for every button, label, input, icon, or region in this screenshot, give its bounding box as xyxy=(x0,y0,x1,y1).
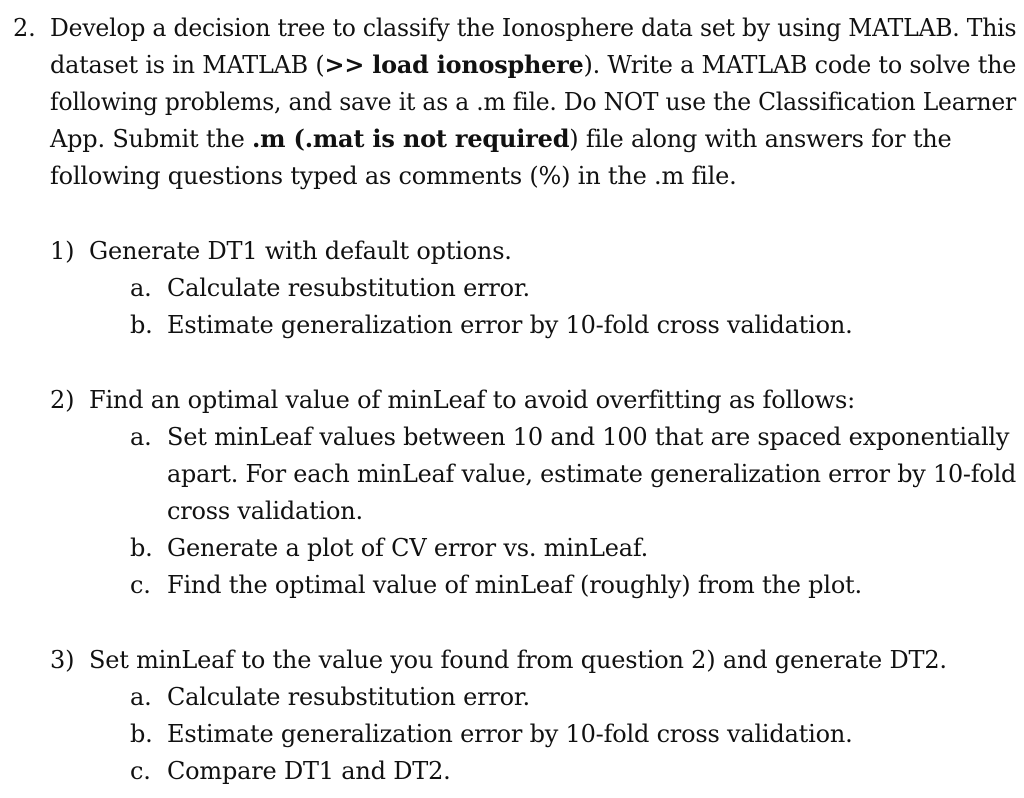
question-1-text: Generate DT1 with default options. xyxy=(89,237,512,265)
problem-number: 2. xyxy=(13,14,36,42)
question-2c-text: Find the optimal value of minLeaf (roughly) from the plot. xyxy=(167,571,862,599)
question-1-number: 1) xyxy=(50,237,75,265)
problem-line-3: following problems, and save it as a .m file. Do NOT use the Classification Learner xyxy=(50,88,1016,116)
question-3a-marker: a. xyxy=(130,683,152,711)
problem-line-5: following questions typed as comments (%) in the .m file. xyxy=(50,162,737,190)
question-2-number: 2) xyxy=(50,386,75,414)
bold-text: >> load ionosphere xyxy=(324,50,584,79)
question-2b-marker: b. xyxy=(130,534,153,562)
question-3-number: 3) xyxy=(50,646,75,674)
question-2a-text-line-3: cross validation. xyxy=(167,497,363,525)
question-1b-marker: b. xyxy=(130,311,153,339)
question-3b-marker: b. xyxy=(130,720,153,748)
question-2b-text: Generate a plot of CV error vs. minLeaf. xyxy=(167,534,649,562)
question-2-text: Find an optimal value of minLeaf to avoid overfitting as follows: xyxy=(89,386,856,414)
question-3b-text: Estimate generalization error by 10-fold cross validation. xyxy=(167,720,853,748)
problem-line-1: Develop a decision tree to classify the Ionosphere data set by using MATLAB. This xyxy=(50,14,1017,42)
question-1b-text: Estimate generalization error by 10-fold cross validation. xyxy=(167,311,853,339)
question-1a-text: Calculate resubstitution error. xyxy=(167,274,530,302)
question-2a-text-line-2: apart. For each minLeaf value, estimate generalization error by 10-fold xyxy=(167,460,1017,488)
question-3c-text: Compare DT1 and DT2. xyxy=(167,757,451,785)
problem-line-4: App. Submit the .m (.mat is not required) file along with answers for the xyxy=(50,124,952,153)
problem-line-2: dataset is in MATLAB (>> load ionosphere). Write a MATLAB code to solve the xyxy=(50,50,1017,79)
question-3-text: Set minLeaf to the value you found from question 2) and generate DT2. xyxy=(89,646,947,674)
question-3a-text: Calculate resubstitution error. xyxy=(167,683,530,711)
question-2c-marker: c. xyxy=(130,571,151,599)
question-3c-marker: c. xyxy=(130,757,151,785)
question-2a-text-line-1: Set minLeaf values between 10 and 100 that are spaced exponentially xyxy=(167,423,1010,451)
question-2a-marker: a. xyxy=(130,423,152,451)
bold-text: .m (.mat is not required xyxy=(252,124,570,153)
question-1a-marker: a. xyxy=(130,274,152,302)
